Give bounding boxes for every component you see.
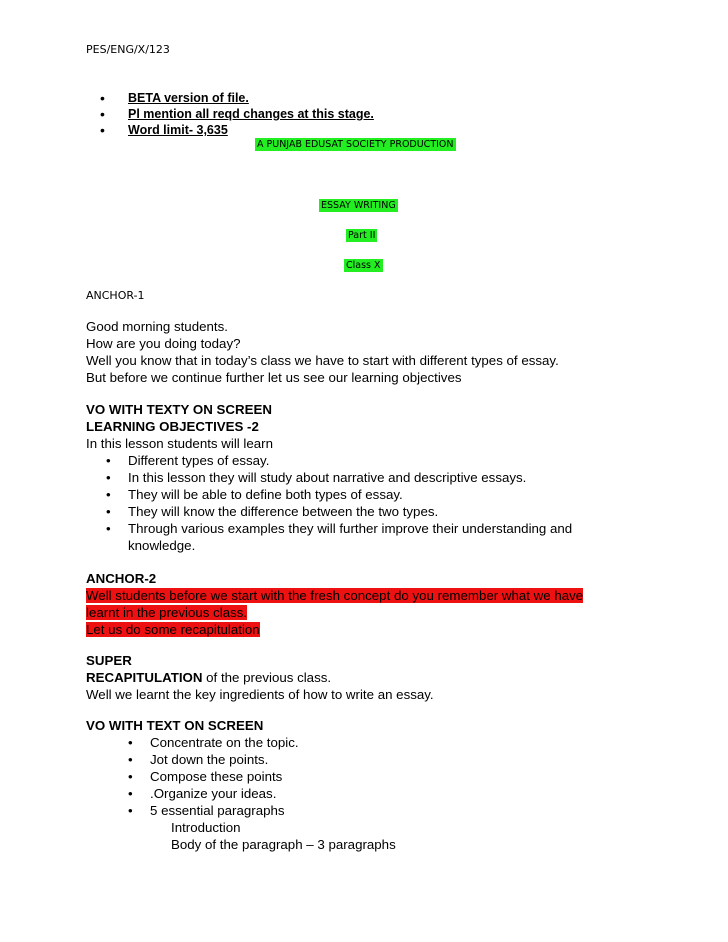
note-item: • BETA version of file.: [86, 90, 374, 106]
text-line: Well you know that in today’s class we have to start with different types of essay.: [86, 353, 559, 368]
note-item: • Word limit- 3,635: [86, 122, 374, 138]
ingredients-list: [86, 734, 396, 819]
list-item: • 5 essential paragraphs: [86, 802, 396, 819]
super-section: [86, 652, 434, 703]
list-item: • Through various examples they will further improve their understanding and knowledge.: [86, 520, 608, 554]
sub-item: Body of the paragraph – 3 paragraphs: [171, 837, 396, 852]
text-line: How are you doing today?: [86, 336, 241, 351]
section-heading: VO WITH TEXT ON SCREEN: [86, 718, 264, 733]
text-line: Let us do some recapitulation: [86, 622, 260, 637]
text-line: RECAPITULATION of the previous class.: [86, 670, 332, 685]
anchor-1-text: [86, 318, 559, 386]
list-item: • .Organize your ideas.: [86, 785, 396, 802]
intro-line: In this lesson students will learn: [86, 436, 273, 451]
list-item: • Compose these points: [86, 768, 396, 785]
list-item: • Concentrate on the topic.: [86, 734, 396, 751]
objectives-list: [86, 452, 646, 554]
section-heading: LEARNING OBJECTIVES -2: [86, 419, 259, 434]
list-item: • Jot down the points.: [86, 751, 396, 768]
list-item: • In this lesson they will study about narrative and descriptive essays.: [86, 469, 646, 486]
vo-text-section: [86, 717, 396, 853]
anchor-2-label: ANCHOR-2: [86, 571, 157, 586]
production-credit: A PUNJAB EDUSAT SOCIETY PRODUCTION: [257, 139, 454, 150]
learning-objectives-section: [86, 401, 646, 554]
section-heading: VO WITH TEXTY ON SCREEN: [86, 402, 272, 417]
essay-title: ESSAY WRITING: [321, 200, 396, 211]
note-item: • Pl mention all reqd changes at this stage.: [86, 106, 374, 122]
review-notes: [86, 90, 374, 138]
list-item: • They will know the difference between the two types.: [86, 503, 646, 520]
text-line: Well we learnt the key ingredients of how to write an essay.: [86, 687, 434, 702]
list-item: • They will be able to define both types of essay.: [86, 486, 646, 503]
document-code: PES/ENG/X/123: [86, 43, 170, 56]
sub-item: Introduction: [171, 820, 241, 835]
anchor-1-label: ANCHOR-1: [86, 289, 145, 302]
text-line: But before we continue further let us see our learning objectives: [86, 370, 462, 385]
class-label: Class X: [346, 260, 381, 271]
list-item: • Different types of essay.: [86, 452, 646, 469]
text-line: learnt in the previous class.: [86, 605, 248, 620]
text-line: Well students before we start with the fresh concept do you remember what we have: [86, 588, 584, 603]
anchor-2-section: [86, 570, 583, 638]
text-line: Good morning students.: [86, 319, 228, 334]
super-label: SUPER: [86, 653, 132, 668]
part-label: Part II: [348, 230, 376, 241]
